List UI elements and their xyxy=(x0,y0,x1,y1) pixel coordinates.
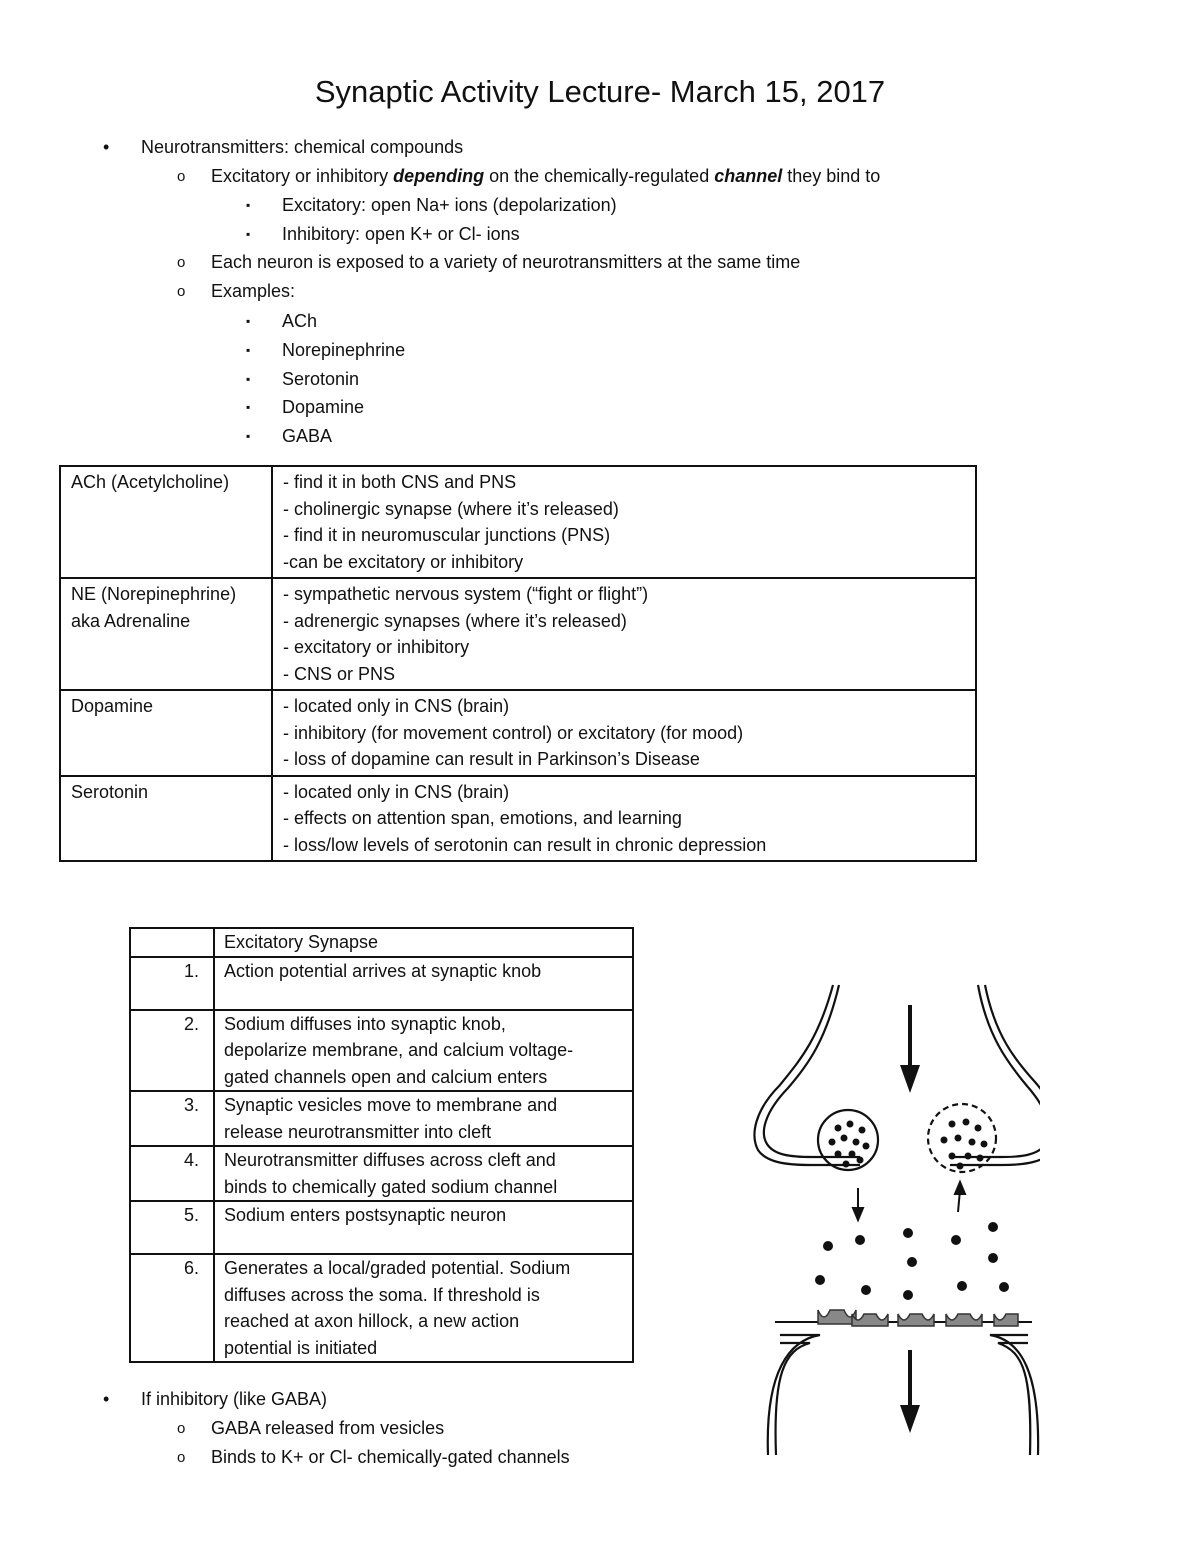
emphasis-channel: channel xyxy=(714,166,783,186)
bullet-square: ▪ xyxy=(246,227,251,241)
nt-name: NE (Norepinephrine) xyxy=(71,584,237,604)
table-row xyxy=(60,690,976,776)
intro-line-inhibitory-k: Inhibitory: open K+ or Cl- ions xyxy=(282,224,520,244)
step-number: 6. xyxy=(130,1254,214,1362)
step-line: depolarize membrane, and calcium voltage- xyxy=(224,1040,574,1060)
nt-name-cell xyxy=(60,578,272,690)
nt-name: ACh (Acetylcholine) xyxy=(71,472,230,492)
step-number: 2. xyxy=(130,1010,214,1092)
step-line: Neurotransmitter diffuses across cleft and xyxy=(224,1150,556,1170)
table-row xyxy=(130,957,633,1010)
step-text-cell xyxy=(214,1091,633,1146)
intro-line-neurotransmitters: Neurotransmitters: chemical compounds xyxy=(141,137,464,157)
step-number: 1. xyxy=(130,957,214,1010)
nt-alias: aka Adrenaline xyxy=(71,610,191,631)
step-text-cell xyxy=(214,1254,633,1362)
step-line: Sodium diffuses into synaptic knob, xyxy=(224,1013,506,1034)
action-potential-arrow xyxy=(900,1005,920,1093)
bullet-square: ▪ xyxy=(246,429,251,443)
text-segment: on the chemically-regulated xyxy=(484,166,715,186)
nt-name-cell xyxy=(60,466,272,578)
nt-desc-line: - effects on attention span, emotions, and learning xyxy=(283,808,682,828)
intro-line-excitatory-na: Excitatory: open Na+ ions (depolarization) xyxy=(282,195,617,215)
header-cell: Excitatory Synapse xyxy=(214,928,633,957)
step-line: diffuses across the soma. If threshold is xyxy=(224,1284,540,1305)
bullet-dot: • xyxy=(103,137,110,157)
nt-desc-line: - adrenergic synapses (where it’s released) xyxy=(283,610,627,631)
step-line: Synaptic vesicles move to membrane and xyxy=(224,1095,558,1115)
presynaptic-terminal xyxy=(754,985,1040,1165)
step-line: reached at axon hillock, a new action xyxy=(224,1311,520,1331)
table-row xyxy=(130,1146,633,1201)
release-arrow xyxy=(853,1182,965,1220)
step-number: 4. xyxy=(130,1146,214,1201)
postsynaptic-arrow xyxy=(900,1350,920,1433)
table-row xyxy=(60,466,976,578)
bullet-circle: o xyxy=(177,1449,186,1466)
nt-desc-line: - sympathetic nervous system (“fight or flight”) xyxy=(283,584,649,604)
nt-desc-line: - loss of dopamine can result in Parkinson’s Disease xyxy=(283,749,700,769)
synapse-diagram xyxy=(740,910,1040,1455)
bullet-square: ▪ xyxy=(246,400,251,414)
step-line: binds to chemically gated sodium channel xyxy=(224,1176,558,1197)
nt-desc-line: - find it in neuromuscular junctions (PNS) xyxy=(283,525,611,545)
table-row xyxy=(130,1201,633,1254)
nt-desc-line: - located only in CNS (brain) xyxy=(283,696,510,716)
table-row xyxy=(130,1091,633,1146)
example-item: Norepinephrine xyxy=(282,340,406,360)
nt-desc-line: - located only in CNS (brain) xyxy=(283,781,510,802)
step-text-cell xyxy=(214,1201,633,1254)
nt-desc-line: - excitatory or inhibitory xyxy=(283,637,470,657)
intro-line-excitatory-inhibitory xyxy=(211,165,880,187)
bullet-circle: o xyxy=(177,254,186,271)
table-row xyxy=(130,1254,633,1362)
fusing-vesicle xyxy=(928,1104,996,1172)
postsynaptic-membrane xyxy=(775,1310,1032,1326)
step-text-cell xyxy=(214,1146,633,1201)
table-header-row xyxy=(130,928,633,957)
inhibitory-line: GABA released from vesicles xyxy=(211,1418,445,1438)
example-item: GABA xyxy=(282,426,333,446)
step-number: 5. xyxy=(130,1201,214,1254)
nt-desc-cell xyxy=(272,578,976,690)
header-num-cell xyxy=(130,928,214,957)
text-segment: Excitatory or inhibitory xyxy=(211,166,394,186)
bullet-circle: o xyxy=(177,168,186,185)
bullet-dot: • xyxy=(103,1389,110,1409)
nt-desc-line: - CNS or PNS xyxy=(283,663,396,684)
example-item: ACh xyxy=(282,311,318,331)
example-item: Dopamine xyxy=(282,397,365,417)
nt-desc-line: - cholinergic synapse (where it’s released) xyxy=(283,498,619,519)
step-line: potential is initiated xyxy=(224,1337,378,1358)
nt-name: Serotonin xyxy=(71,781,149,802)
bullet-circle: o xyxy=(177,1420,186,1437)
step-line: Action potential arrives at synaptic knob xyxy=(224,960,542,981)
inhibitory-heading: If inhibitory (like GABA) xyxy=(141,1389,328,1409)
bullet-square: ▪ xyxy=(246,314,251,328)
nt-desc-cell xyxy=(272,776,976,862)
neurotransmitter-molecules xyxy=(815,1222,1009,1300)
nt-name-cell xyxy=(60,690,272,776)
bullet-square: ▪ xyxy=(246,198,251,212)
emphasis-depending: depending xyxy=(393,166,485,186)
bullet-square: ▪ xyxy=(246,343,251,357)
step-line: Generates a local/graded potential. Sodium xyxy=(224,1258,571,1278)
bullet-square: ▪ xyxy=(246,372,251,386)
step-line: release neurotransmitter into cleft xyxy=(224,1121,492,1142)
intro-line-variety: Each neuron is exposed to a variety of neurotransmitters at the same time xyxy=(211,252,801,272)
step-line: Sodium enters postsynaptic neuron xyxy=(224,1205,507,1225)
bullet-circle: o xyxy=(177,283,186,300)
table-row xyxy=(60,578,976,690)
nt-desc-line: - inhibitory (for movement control) or excitatory (for mood) xyxy=(283,722,744,743)
nt-desc-line: - find it in both CNS and PNS xyxy=(283,472,517,492)
example-item: Serotonin xyxy=(282,369,360,389)
table-row xyxy=(130,1010,633,1092)
nt-desc-line: - loss/low levels of serotonin can result in chronic depression xyxy=(283,834,767,855)
postsynaptic-neuron xyxy=(768,1335,1038,1455)
nt-name-cell xyxy=(60,776,272,862)
intro-line-examples: Examples: xyxy=(211,281,296,301)
nt-desc-cell xyxy=(272,690,976,776)
nt-desc-cell xyxy=(272,466,976,578)
synaptic-vesicle xyxy=(818,1110,878,1170)
neurotransmitter-table xyxy=(59,465,977,862)
text-segment: they bind to xyxy=(782,166,881,186)
nt-desc-line: -can be excitatory or inhibitory xyxy=(283,551,524,572)
step-line: gated channels open and calcium enters xyxy=(224,1066,548,1087)
nt-name: Dopamine xyxy=(71,696,154,716)
inhibitory-line: Binds to K+ or Cl- chemically-gated channels xyxy=(211,1447,570,1467)
step-text-cell xyxy=(214,1010,633,1092)
receptor-channels xyxy=(818,1310,1018,1326)
excitatory-synapse-table xyxy=(129,927,634,1363)
step-text-cell xyxy=(214,957,633,1010)
page-title: Synaptic Activity Lecture- March 15, 2017 xyxy=(314,74,886,109)
step-number: 3. xyxy=(130,1091,214,1146)
table-row xyxy=(60,776,976,862)
